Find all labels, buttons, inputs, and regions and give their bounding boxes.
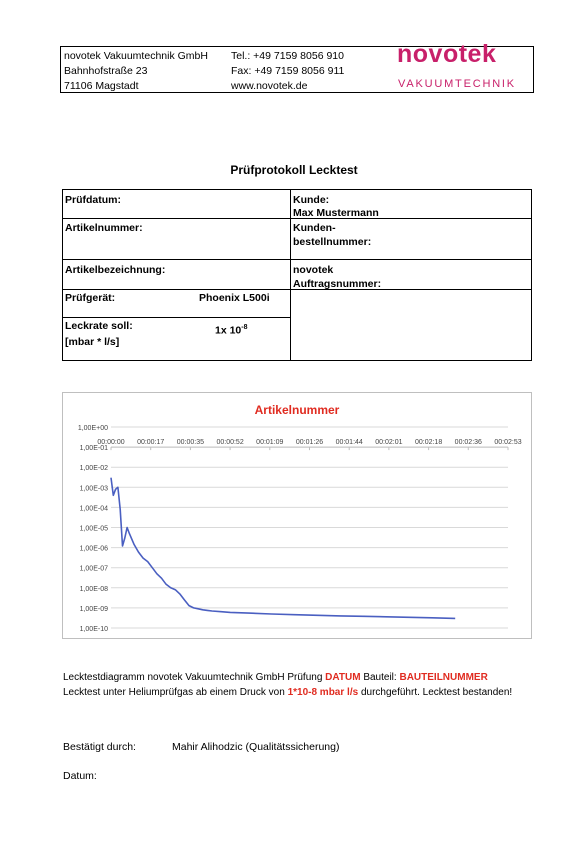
x-tick-label: 00:02:18 (414, 439, 443, 447)
bestaetigt-label: Bestätigt durch: (63, 741, 136, 753)
leckrate-value-base: 1x 10 (215, 324, 242, 337)
letterhead (60, 40, 534, 93)
note2-text-a: Lecktest unter Heliumprüfgas ab einem Druck von (63, 687, 288, 698)
artikelnummer-label: Artikelnummer: (65, 222, 143, 234)
leak-test-chart (62, 392, 532, 639)
x-tick-label: 00:00:35 (176, 439, 205, 447)
novotek-logo (395, 40, 527, 90)
table-row-divider (63, 317, 290, 318)
table-divider-vertical (290, 190, 291, 360)
diagram-note-line1 (63, 672, 488, 683)
y-tick-label: 1,00E-01 (79, 445, 108, 453)
note1-text-b: Bauteil: (360, 672, 400, 683)
x-tick-label: 00:01:09 (256, 439, 284, 447)
logo-tagline: VAKUUMTECHNIK (398, 78, 516, 90)
novotek-auftragsnummer-label-line2: Auftragsnummer: (293, 278, 382, 290)
pruefgeraet-value: Phoenix L500i (199, 292, 270, 304)
kundenbestellnummer-label-line1: Kunden- (293, 222, 336, 234)
diagram-note-line2 (63, 687, 512, 698)
company-street: Bahnhofstraße 23 (64, 65, 148, 77)
test-info-table (62, 189, 532, 361)
novotek-auftragsnummer-label-line1: novotek (293, 264, 334, 276)
x-tick-label: 00:00:52 (216, 439, 244, 447)
logo-wordmark: novotek (397, 40, 497, 68)
note1-text-a: Lecktestdiagramm novotek Vakuumtechnik GmbH Prüfung (63, 672, 326, 683)
chart-plot (63, 393, 531, 638)
kundenbestellnummer-label-line2: bestellnummer: (293, 236, 372, 248)
artikelbezeichnung-label: Artikelbezeichnung: (65, 264, 166, 276)
x-tick-label: 00:02:36 (454, 439, 482, 447)
y-tick-label: 1,00E-05 (79, 525, 108, 533)
note1-datum: DATUM (325, 672, 361, 683)
y-tick-label: 1,00E-08 (79, 585, 108, 593)
pruefgeraet-label: Prüfgerät: (65, 292, 116, 304)
note1-bauteil: BAUTEILNUMMER (399, 672, 488, 683)
company-website[interactable]: www.novotek.de (231, 80, 308, 92)
note2-text-b: durchgeführt. Lecktest bestanden! (358, 687, 513, 698)
y-tick-label: 1,00E+00 (77, 425, 108, 432)
y-tick-label: 1,00E-10 (79, 626, 108, 633)
x-tick-label: 00:00:17 (137, 439, 165, 447)
company-address (64, 49, 208, 94)
y-tick-label: 1,00E-06 (79, 545, 108, 553)
x-tick-label: 00:00:00 (97, 439, 125, 447)
company-contact (231, 49, 344, 94)
x-tick-label: 00:01:44 (335, 439, 363, 447)
company-city: 71106 Magstadt (64, 80, 139, 92)
document-title: Prüfprotokoll Lecktest (230, 163, 358, 177)
x-tick-label: 00:01:26 (295, 439, 324, 447)
company-phone: Tel.: +49 7159 8056 910 (231, 50, 344, 62)
kunde-value: Max Mustermann (293, 207, 379, 219)
y-tick-label: 1,00E-07 (79, 565, 108, 573)
kunde-label: Kunde: (293, 194, 330, 206)
leckrate-label: Leckrate soll: (65, 320, 133, 332)
leckrate-value-exponent: -8 (241, 324, 248, 331)
y-tick-label: 1,00E-02 (79, 465, 108, 473)
leckrate-unit: [mbar * l/s] (65, 336, 120, 348)
datum-label: Datum: (63, 770, 97, 782)
chart-title: Artikelnummer (254, 403, 340, 417)
note2-value: 1*10-8 mbar l/s (287, 687, 359, 698)
y-tick-label: 1,00E-03 (79, 485, 108, 493)
company-name: novotek Vakuumtechnik GmbH (64, 50, 208, 62)
company-fax: Fax: +49 7159 8056 911 (231, 65, 345, 77)
x-tick-label: 00:02:01 (375, 439, 403, 447)
leckrate-value (215, 321, 248, 338)
y-tick-label: 1,00E-04 (79, 505, 108, 513)
x-tick-label: 00:02:53 (494, 439, 522, 447)
bestaetigt-value: Mahir Alihodzic (Qualitätssicherung) (172, 741, 340, 753)
table-row-divider (63, 259, 531, 260)
y-tick-label: 1,00E-09 (79, 605, 108, 613)
pruefdatum-label: Prüfdatum: (65, 194, 121, 206)
